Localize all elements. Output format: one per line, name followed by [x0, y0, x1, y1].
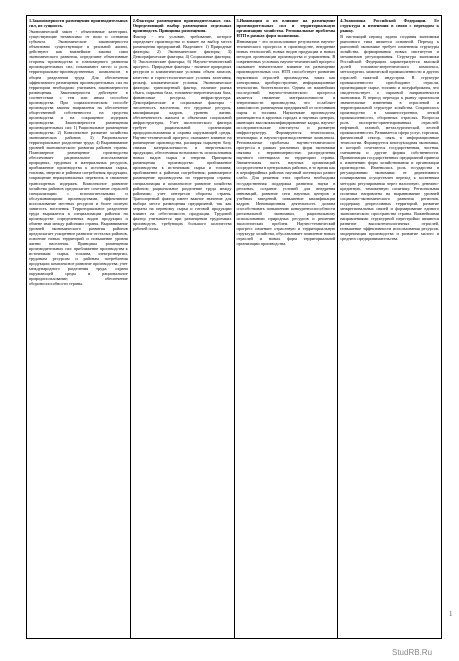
column-2 — [131, 16, 235, 638]
column-3-heading: 3.Инновации и их влияние на размещение производительных сил и территориальную организацию хозяйства. Региональные проблемы НТП в рамках форм экономики. — [236, 18, 336, 39]
column-4-heading: 4.Экономика Российской Федерации. Ее структура и изменения в связи с переходом к рынку. — [340, 18, 439, 34]
column-4-text: В настоящий период задача создания экономики рыночного типа является основной. Переход к рыночной экономике требует изменения структуры хозяйства, формирования новых институтов и механизмов регулирования. Структура экономики Российской Федерации характеризуется высокой долей топливно-энергетического комплекса, металлургии, химической промышленности и других отраслей тяжелой индустрии. В структуре промышленности преобладают отрасли, производящие сырье, топливо и полуфабрикаты, что свидетельствует о сырьевой направленности экономики. В период перехода к рынку произошли значительные изменения в отраслевой и территориальной структуре хозяйства. Сократилось производство в машиностроении, легкой промышленности, оборонных отраслях. Возросла роль экспортно-ориентированных отраслей: нефтяной, газовой, металлургической, лесной промышленности. Развивается сфера услуг, торговля, финансовый сектор, связь и информационные технологии. Формируется многоукладная экономика, в которой сочетаются государственная, частная, смешанная и другие формы собственности. Приватизация государственных предприятий привела к изменению форм хозяйствования и организации производства. Изменилась роль государства в регулировании экономики: от директивного планирования осуществлен переход к косвенным методам регулирования через налоговую, денежно-кредитную, таможенную политику. Региональная политика направлена на выравнивание уровней социально-экономического развития регионов, поддержку депрессивных территорий, развитие межрегиональных связей и формирование единого экономического пространства страны. Важнейшими направлениями структурной перестройки являются развитие высокотехнологичных отраслей, повышение эффективности использования ресурсов, модернизация производства и развитие малого и среднего предпринимательства. — [340, 34, 439, 242]
site-watermark: StudRB.Ru — [392, 648, 433, 657]
page-number: 1 — [449, 610, 453, 618]
four-column-table — [26, 15, 442, 639]
column-3 — [235, 16, 339, 638]
column-1-text: Экономический закон - объективные категории, существующие независимо от воли и сознания субъекта. Экономические закономерности объективно существующие в реальной жизни, действуют как важнейшие законы сами экономического развития, определяют объективные стороны производства и планомерного развития производительных сил, показывают место и роль территориально-производственных комплексов в общем разделении труда. Для обеспечения эффективного размещения производительных сил на территории необходимо учитывать закономерности размещения. Закономерности действуют в соответствии с тем или иным способом производства. При социалистическом способе производства законы направлены на обеспечение общественной собственности на средства производства и на сокращение издержек производства. Закономерности размещения производительных сил: 1) Рациональное размещение производства; 2) Комплексное развитие хозяйства экономических районов; 3) Рациональное территориальное разделение труда; 4) Выравнивание уровней экономического развития районов страны. Планомерное размещение производства обеспечивает рациональное использование природных, трудовых и материальных ресурсов, приближение производства к источникам сырья, топлива, энергии и районам потребления продукции, сокращение нерациональных перевозок и снижение транспортных издержек. Комплексное развитие хозяйства районов предполагает сочетание отраслей специализации с вспомогательными и обслуживающими производствами, эффективное использование местных ресурсов и более полную занятость населения. Территориальное разделение труда выражается в специализации районов на производстве определенных видов продукции и обмене ими между районами страны. Выравнивание уровней экономического развития районов предполагает ускоренное развитие отсталых районов, освоение новых территорий и повышение уровня жизни населения. Принципы размещения производительных сил: приближение производства к источникам сырья, топлива, электроэнергии, трудовым ресурсам и районам потребления продукции; комплексное развитие производства; учет международного разделения труда; охрана окружающей среды и рациональное природопользование; обеспечение обороноспособности страны. — [29, 29, 128, 287]
column-1-heading: 1.Закономерности размещения производительных сил, их сущность. — [29, 18, 128, 29]
column-2-heading: 2.Факторы размещения производительных сил. Определяющий выбор размещения отдельных производств. Принципы размещения. — [132, 18, 232, 34]
column-1 — [27, 16, 131, 638]
column-4 — [338, 16, 441, 638]
column-2-text: Фактор - это условие, требование, которое определяет производство и влияет на выбор места размещения предприятий. Выделяют: 1) Природные факторы; 2) Экономические факторы; 3) Демографические факторы; 4) Социальные факторы; 5) Экологические факторы; 6) Научно-технический прогресс. Природные факторы - наличие природных ресурсов и климатические условия: объем запасов, качество и горно-геологические условия залегания, рельеф, климатические условия. Экономические факторы: транспортный фактор, наличие рынка сбыта, сырьевая база, топливно-энергетическая база, финансовые ресурсы, инфраструктура. Демографические и социальные факторы - численность населения, его трудовые ресурсы, квалификация кадров, уровень жизни, обеспеченность жильем и объектами социальной инфраструктуры. Учет экологического фактора требует рациональной организации природопользования и охраны окружающей среды. Научно-технический прогресс оказывает влияние на размещение производства, расширяя сырьевую базу, снижая материалоемкость и энергоемкость продукции, обеспечивая возможность использования новых видов сырья и энергии. Принципы размещения производства: приближение производства к источникам сырья и топлива; приближение к районам потребления; равномерное размещение производства по территории страны; специализация и комплексное развитие хозяйства районов; рациональное разделение труда между районами; учет интересов обороны страны. Транспортный фактор имеет важное значение для выбора места размещения предприятий, так как затраты на перевозку сырья и готовой продукции влияют на себестоимость продукции. Трудовой фактор учитывается при размещении трудоемких производств, требующих большого количества рабочей силы. — [132, 34, 232, 231]
column-3-text: Инновации - это использование результатов научно-технического прогресса в производстве, внедрение новых технологий, новых видов продукции и новых методов организации производства и управления. В современных условиях научно-технический прогресс оказывает значительное влияние на размещение производительных сил. НТП способствует развитию наукоемких отраслей производства, таких как электроника, приборостроение, информационные технологии, биотехнологии. Одним из важнейших последствий научно-технического прогресса является снижение материалоемкости и энергоемкости производства, что ослабляет зависимость размещения предприятий от источников сырья и топлива. Наукоемкие производства размещаются в крупных городах и научных центрах, имеющих высококвалифицированные кадры, научно-исследовательские институты и развитую инфраструктуру. Формируются технополисы, технопарки и научно-производственные комплексы. Региональные проблемы научно-технического прогресса в рамках различных форм экономики связаны с неравномерностью распределения научного потенциала по территории страны. Значительная часть научных организаций сосредоточена в центральных районах, в то время как в периферийных районах научный потенциал развит слабо. Для решения этих проблем необходима государственная поддержка развития науки в регионах, создание условий для внедрения инноваций, развитие сети научных центров и учебных заведений, повышение квалификации кадров. Инновационная деятельность должна способствовать повышению конкурентоспособности региональной экономики, рациональному использованию природных ресурсов и решению экологических проблем. Научно-технический прогресс изменяет отраслевую и территориальную структуру хозяйства, обуславливает появление новых отраслей и новых форм территориальной организации производства. — [236, 39, 336, 247]
